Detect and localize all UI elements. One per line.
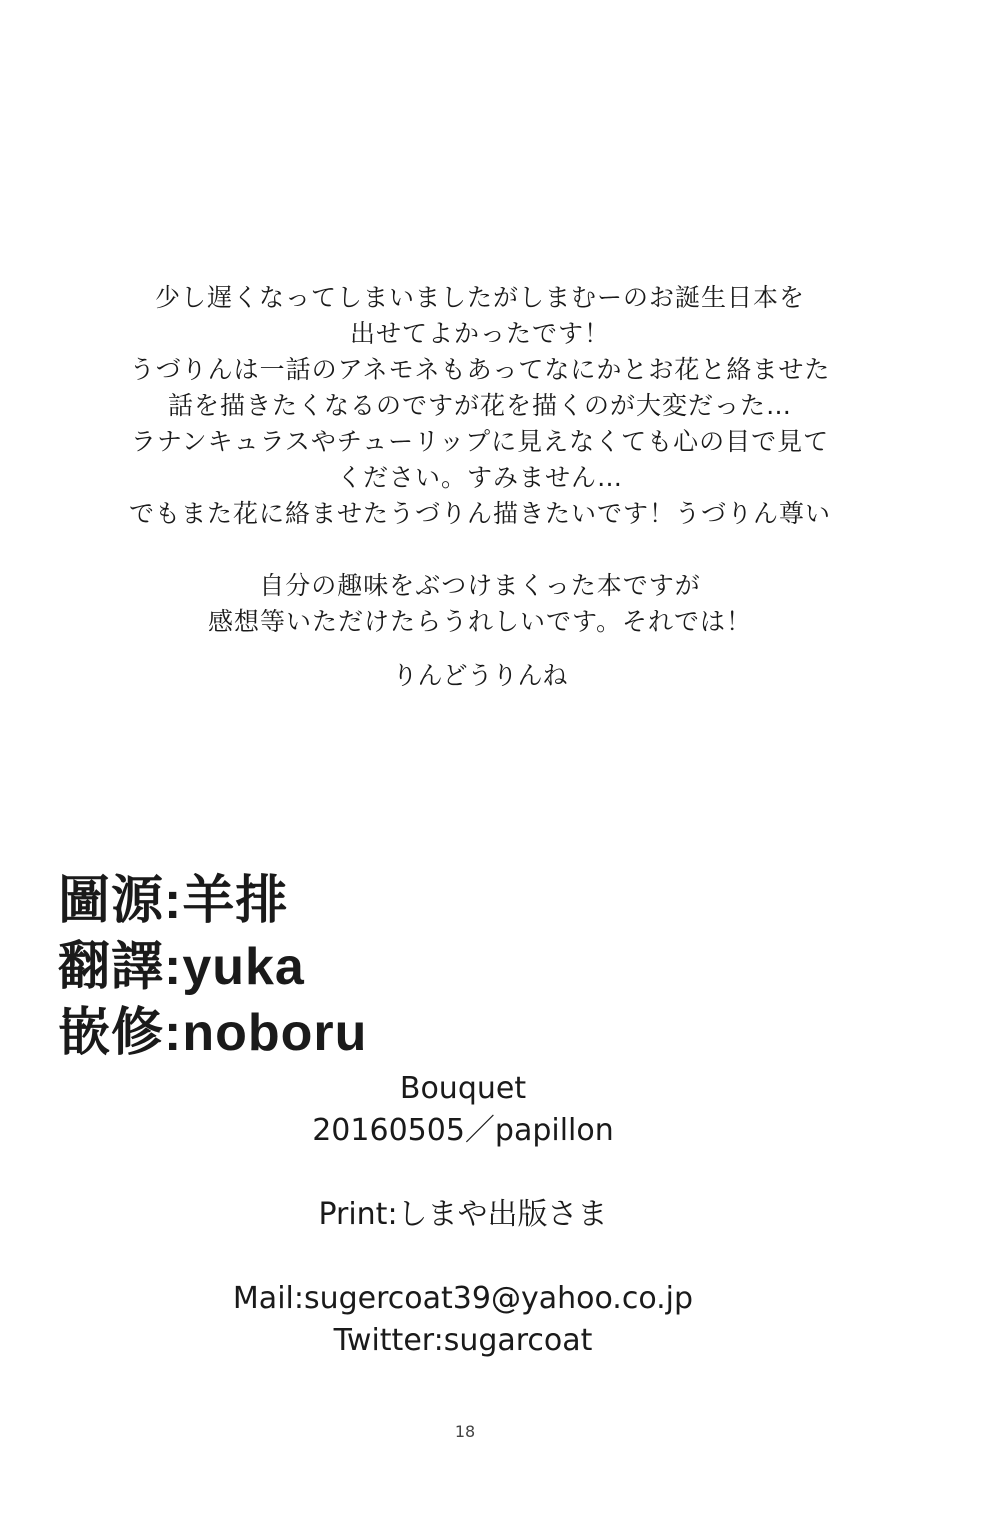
colophon xyxy=(0,1068,926,1362)
afterword-line: ください。すみません… xyxy=(336,463,623,492)
afterword-author: りんどうりんね xyxy=(392,661,568,690)
afterword-line: 出せてよかったです！ xyxy=(349,319,610,348)
printer-line: Print:しまや出版さま xyxy=(318,1197,608,1232)
scanlation-credits xyxy=(58,868,367,1066)
credit-source: 圖源:羊排 xyxy=(58,872,289,930)
colophon-gap xyxy=(0,1236,926,1278)
colophon-gap xyxy=(0,1152,926,1194)
mail-contact: Mail:sugercoat39@yahoo.co.jp xyxy=(232,1281,694,1316)
credit-editing: 嵌修:noboru xyxy=(58,1004,368,1062)
paragraph-gap xyxy=(0,532,960,568)
credit-translation: 翻譯:yuka xyxy=(58,938,305,996)
twitter-contact: Twitter:sugarcoat xyxy=(333,1323,593,1358)
afterword-text xyxy=(0,280,960,694)
afterword-line: 少し遅くなってしまいましたがしまむーのお誕生日本を xyxy=(154,283,805,312)
book-title: Bouquet xyxy=(399,1071,527,1106)
afterword-line: 感想等いただけたらうれしいです。それでは！ xyxy=(207,607,752,636)
publish-date-circle: 20160505／papillon xyxy=(312,1113,614,1148)
afterword-line: ラナンキュラスやチューリップに見えなくても心の目で見て xyxy=(130,427,830,456)
page-number: 18 xyxy=(454,1422,476,1441)
afterword-line: うづりんは一話のアネモネもあってなにかとお花と絡ませた xyxy=(129,355,831,384)
afterword-line: 話を描きたくなるのですが花を描くのが大変だった… xyxy=(167,391,792,420)
afterword-line: 自分の趣味をぶつけまくった本ですが xyxy=(259,571,701,600)
afterword-line: でもまた花に絡ませたうづりん描きたいです！うづりん尊い xyxy=(128,499,831,528)
